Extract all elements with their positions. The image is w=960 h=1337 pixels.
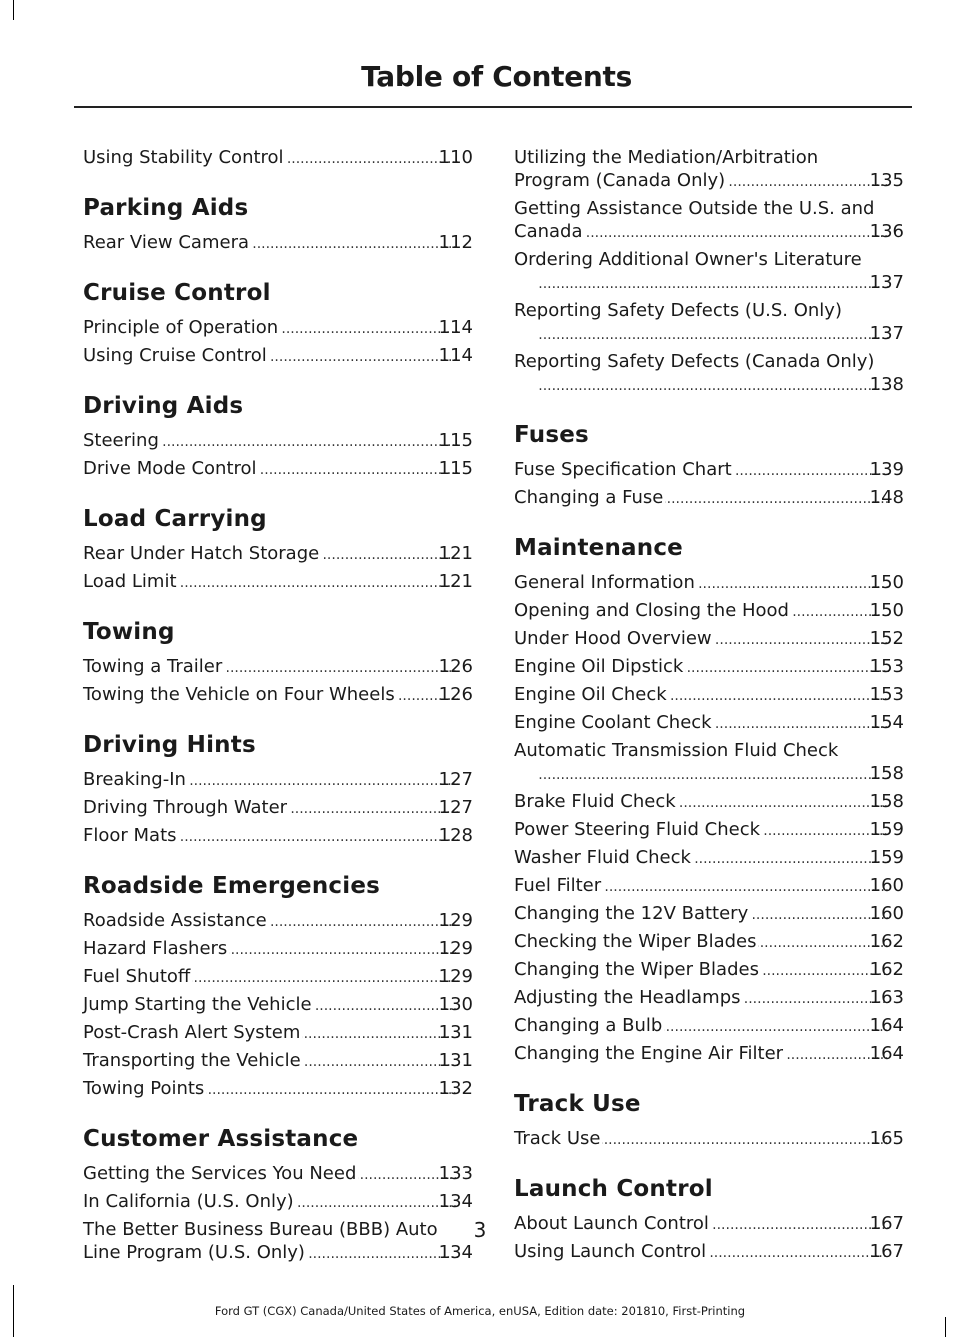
toc-entry-title: Changing a Bulb — [514, 1015, 663, 1036]
dot-leader — [585, 222, 889, 245]
toc-entry[interactable] — [514, 1014, 904, 1039]
dot-leader — [229, 939, 457, 962]
toc-entry-title: Power Steering Fluid Check — [514, 819, 761, 840]
section-heading: Maintenance — [514, 535, 683, 561]
toc-page-number: 131 — [438, 1050, 473, 1071]
toc-page-number: 130 — [438, 994, 473, 1015]
toc-entry-title: Driving Through Water — [83, 797, 288, 818]
toc-entry[interactable] — [83, 1077, 473, 1102]
dot-leader — [192, 967, 457, 990]
toc-entry-title: Steering — [83, 430, 159, 451]
toc-page-number: 115 — [438, 458, 473, 479]
toc-entry-title-continued: Program (Canada Only) — [514, 170, 726, 191]
toc-entry-title: Fuel Shutoff — [83, 966, 191, 987]
section-heading: Driving Hints — [83, 732, 256, 758]
toc-page-number: 127 — [438, 797, 473, 818]
toc-entry[interactable] — [514, 790, 904, 815]
toc-page-number: 160 — [869, 903, 904, 924]
toc-entry-title: Under Hood Overview — [514, 628, 712, 649]
dot-leader — [664, 1016, 888, 1039]
toc-page-number: 159 — [869, 847, 904, 868]
crop-mark-top-left — [13, 0, 14, 20]
dot-leader — [750, 904, 888, 927]
section-heading: Roadside Emergencies — [83, 873, 381, 899]
toc-entry[interactable] — [514, 458, 904, 483]
toc-entry-title: Changing the Wiper Blades — [514, 959, 759, 980]
header-divider — [74, 106, 912, 108]
toc-entry[interactable] — [83, 1021, 473, 1046]
toc-entry[interactable] — [514, 846, 904, 871]
toc-column-right — [514, 146, 904, 1268]
toc-entry-title: Getting the Services You Need — [83, 1163, 357, 1184]
toc-entry-title: In California (U.S. Only) — [83, 1191, 294, 1212]
toc-entry-title: Towing the Vehicle on Four Wheels — [83, 684, 395, 705]
toc-entry[interactable] — [83, 146, 473, 171]
crop-mark-bottom-right — [945, 1317, 946, 1337]
edition-footer: Ford GT (CGX) Canada/United States of America, enUSA, Edition date: 201810, First-Printing — [214, 1304, 746, 1318]
toc-entry[interactable] — [83, 1162, 473, 1187]
toc-entry[interactable] — [83, 344, 473, 369]
dot-leader — [603, 876, 888, 899]
dot-leader — [303, 1051, 458, 1074]
toc-page-number: 127 — [438, 769, 473, 790]
toc-entry[interactable] — [514, 350, 904, 398]
toc-entry-title: Washer Fluid Check — [514, 847, 691, 868]
toc-entry-title: Load Limit — [83, 571, 177, 592]
toc-entry-title: Reporting Safety Defects (Canada Only) — [514, 351, 875, 372]
dot-leader — [269, 346, 458, 369]
toc-page-number: 158 — [869, 791, 904, 812]
dot-leader — [259, 459, 458, 482]
toc-entry-title: Reporting Safety Defects (U.S. Only) — [514, 300, 842, 321]
toc-entry[interactable] — [83, 1190, 473, 1215]
toc-entry-title: Changing the Engine Air Filter — [514, 1043, 784, 1064]
toc-entry-title: Rear Under Hatch Storage — [83, 543, 320, 564]
toc-entry-title: Ordering Additional Owner's Literature — [514, 249, 862, 270]
toc-entry-title: Changing the 12V Battery — [514, 903, 749, 924]
toc-page-number: 121 — [438, 571, 473, 592]
toc-page-number: 154 — [869, 712, 904, 733]
toc-entry[interactable] — [514, 818, 904, 843]
page-number: 3 — [473, 1218, 487, 1242]
dot-leader — [537, 324, 889, 347]
dot-leader — [179, 826, 458, 849]
dot-leader — [714, 713, 889, 736]
toc-entry[interactable] — [514, 1127, 904, 1152]
toc-page-number: 110 — [438, 147, 473, 168]
dot-leader — [665, 488, 888, 511]
dot-leader — [678, 792, 889, 815]
dot-leader — [307, 1243, 458, 1266]
toc-page-number: 150 — [869, 600, 904, 621]
toc-entry-title: Getting Assistance Outside the U.S. and — [514, 198, 875, 219]
toc-entry[interactable] — [83, 937, 473, 962]
toc-page-number: 134 — [438, 1191, 473, 1212]
dot-leader — [314, 995, 458, 1018]
toc-entry[interactable] — [83, 909, 473, 934]
toc-entry-title: Track Use — [514, 1128, 601, 1149]
toc-page-number: 133 — [438, 1163, 473, 1184]
toc-page-number: 114 — [438, 345, 473, 366]
toc-entry-title: Checking the Wiper Blades — [514, 931, 757, 952]
toc-entry-title: Towing a Trailer — [83, 656, 223, 677]
toc-entry[interactable] — [514, 248, 904, 296]
dot-leader — [685, 657, 888, 680]
toc-page-number: 137 — [869, 272, 904, 293]
toc-entry-title: Automatic Transmission Fluid Check — [514, 740, 839, 761]
section-heading: Load Carrying — [83, 506, 267, 532]
toc-page-number: 162 — [869, 959, 904, 980]
toc-entry[interactable] — [514, 1042, 904, 1067]
dot-leader — [537, 764, 889, 787]
dot-leader — [537, 375, 889, 398]
toc-entry[interactable] — [83, 570, 473, 595]
toc-page-number: 134 — [438, 1242, 473, 1263]
toc-entry-title: Hazard Flashers — [83, 938, 228, 959]
toc-page-number: 129 — [438, 910, 473, 931]
toc-entry-title: About Launch Control — [514, 1213, 709, 1234]
section-heading: Track Use — [514, 1091, 641, 1117]
toc-entry[interactable] — [83, 231, 473, 256]
toc-entry[interactable] — [83, 824, 473, 849]
dot-leader — [289, 798, 458, 821]
toc-page-number: 128 — [438, 825, 473, 846]
toc-entry[interactable] — [83, 429, 473, 454]
toc-entry[interactable] — [514, 902, 904, 927]
toc-page-number: 115 — [438, 430, 473, 451]
dot-leader — [269, 911, 458, 934]
toc-entry-title: Roadside Assistance — [83, 910, 267, 931]
toc-page-number: 165 — [869, 1128, 904, 1149]
toc-page-number: 164 — [869, 1015, 904, 1036]
dot-leader — [697, 573, 889, 596]
dot-leader — [296, 1192, 458, 1215]
toc-entry-title: Breaking-In — [83, 769, 186, 790]
toc-entry[interactable] — [83, 316, 473, 341]
toc-column-left — [83, 146, 473, 1269]
toc-entry-title-continued: Line Program (U.S. Only) — [83, 1242, 305, 1263]
toc-entry-title: Brake Fluid Check — [514, 791, 676, 812]
toc-entry[interactable] — [514, 874, 904, 899]
section-heading: Customer Assistance — [83, 1126, 359, 1152]
toc-page-number: 153 — [869, 684, 904, 705]
toc-entry[interactable] — [514, 299, 904, 347]
toc-entry[interactable] — [83, 796, 473, 821]
dot-leader — [714, 629, 889, 652]
dot-leader — [727, 171, 888, 194]
dot-leader — [734, 460, 889, 483]
dot-leader — [708, 1242, 889, 1265]
toc-page-number: 129 — [438, 966, 473, 987]
toc-entry-title: Principle of Operation — [83, 317, 279, 338]
toc-entry[interactable] — [514, 1240, 904, 1265]
toc-entry[interactable] — [83, 655, 473, 680]
toc-entry-title: Transporting the Vehicle — [83, 1050, 301, 1071]
toc-entry[interactable] — [83, 993, 473, 1018]
toc-entry[interactable] — [514, 599, 904, 624]
toc-entry-title: Post-Crash Alert System — [83, 1022, 301, 1043]
dot-leader — [179, 572, 458, 595]
toc-entry[interactable] — [514, 958, 904, 983]
toc-page-number: 139 — [869, 459, 904, 480]
page-title: Table of Contents — [361, 60, 632, 93]
toc-entry-title: Using Cruise Control — [83, 345, 267, 366]
toc-entry-title: Drive Mode Control — [83, 458, 257, 479]
toc-entry-title-continued: Canada — [514, 221, 583, 242]
toc-entry-title: Jump Starting the Vehicle — [83, 994, 312, 1015]
toc-page-number: 150 — [869, 572, 904, 593]
toc-page-number: 114 — [438, 317, 473, 338]
toc-entry[interactable] — [83, 965, 473, 990]
dot-leader — [693, 848, 889, 871]
toc-page-number: 121 — [438, 543, 473, 564]
dot-leader — [302, 1023, 457, 1046]
dot-leader — [743, 988, 889, 1011]
dot-leader — [602, 1129, 888, 1152]
dot-leader — [188, 770, 458, 793]
toc-entry-title: Engine Oil Check — [514, 684, 667, 705]
toc-page-number: 138 — [869, 374, 904, 395]
toc-entry[interactable] — [83, 542, 473, 567]
toc-entry[interactable] — [514, 486, 904, 511]
toc-page-number: 152 — [869, 628, 904, 649]
toc-page-number: 164 — [869, 1043, 904, 1064]
toc-page-number: 158 — [869, 763, 904, 784]
toc-page-number: 112 — [438, 232, 473, 253]
toc-page-number: 162 — [869, 931, 904, 952]
toc-entry[interactable] — [514, 711, 904, 736]
toc-entry-title: Rear View Camera — [83, 232, 249, 253]
toc-page-number: 167 — [869, 1241, 904, 1262]
toc-entry[interactable] — [514, 197, 904, 245]
toc-page-number: 126 — [438, 656, 473, 677]
toc-page-number: 159 — [869, 819, 904, 840]
toc-entry[interactable] — [83, 683, 473, 708]
toc-entry[interactable] — [83, 768, 473, 793]
dot-leader — [161, 431, 458, 454]
dot-leader — [224, 657, 457, 680]
dot-leader — [251, 233, 458, 256]
toc-page-number: 136 — [869, 221, 904, 242]
toc-entry-title: Fuel Filter — [514, 875, 602, 896]
toc-entry[interactable] — [514, 655, 904, 680]
section-heading: Cruise Control — [83, 280, 271, 306]
section-heading: Fuses — [514, 422, 589, 448]
toc-entry[interactable] — [514, 986, 904, 1011]
toc-page-number: 167 — [869, 1213, 904, 1234]
toc-page-number: 160 — [869, 875, 904, 896]
dot-leader — [206, 1079, 457, 1102]
section-heading: Parking Aids — [83, 195, 249, 221]
toc-page-number: 153 — [869, 656, 904, 677]
toc-entry[interactable] — [514, 627, 904, 652]
toc-entry-title: Engine Coolant Check — [514, 712, 712, 733]
toc-entry[interactable] — [83, 457, 473, 482]
toc-entry-title: General Information — [514, 572, 695, 593]
dot-leader — [537, 273, 889, 296]
toc-page-number: 131 — [438, 1022, 473, 1043]
section-heading: Towing — [83, 619, 175, 645]
toc-entry[interactable] — [83, 1049, 473, 1074]
toc-entry[interactable] — [514, 930, 904, 955]
toc-entry-title: Using Stability Control — [83, 147, 284, 168]
toc-entry-title: Opening and Closing the Hood — [514, 600, 789, 621]
toc-entry-title: Engine Oil Dipstick — [514, 656, 684, 677]
dot-leader — [321, 544, 457, 567]
toc-entry-title: Fuse Specification Chart — [514, 459, 732, 480]
toc-page-number: 163 — [869, 987, 904, 1008]
section-heading: Launch Control — [514, 1176, 713, 1202]
dot-leader — [669, 685, 889, 708]
toc-page-number: 137 — [869, 323, 904, 344]
toc-entry[interactable] — [514, 146, 904, 194]
toc-page-number: 126 — [438, 684, 473, 705]
toc-page-number: 132 — [438, 1078, 473, 1099]
toc-entry-title: Towing Points — [83, 1078, 205, 1099]
dot-leader — [280, 318, 458, 341]
toc-page-number: 135 — [869, 170, 904, 191]
toc-entry[interactable] — [514, 571, 904, 596]
toc-entry[interactable] — [514, 739, 904, 787]
dot-leader — [286, 148, 458, 171]
toc-entry-title: Utilizing the Mediation/Arbitration — [514, 147, 819, 168]
section-heading: Driving Aids — [83, 393, 244, 419]
toc-entry-title: Adjusting the Headlamps — [514, 987, 741, 1008]
toc-entry-title: Changing a Fuse — [514, 487, 664, 508]
toc-page-number: 148 — [869, 487, 904, 508]
toc-page-number: 129 — [438, 938, 473, 959]
toc-entry[interactable] — [514, 683, 904, 708]
toc-entry-title: Floor Mats — [83, 825, 177, 846]
toc-entry-title: The Better Business Bureau (BBB) Auto — [83, 1219, 438, 1240]
toc-entry-title: Using Launch Control — [514, 1241, 707, 1262]
